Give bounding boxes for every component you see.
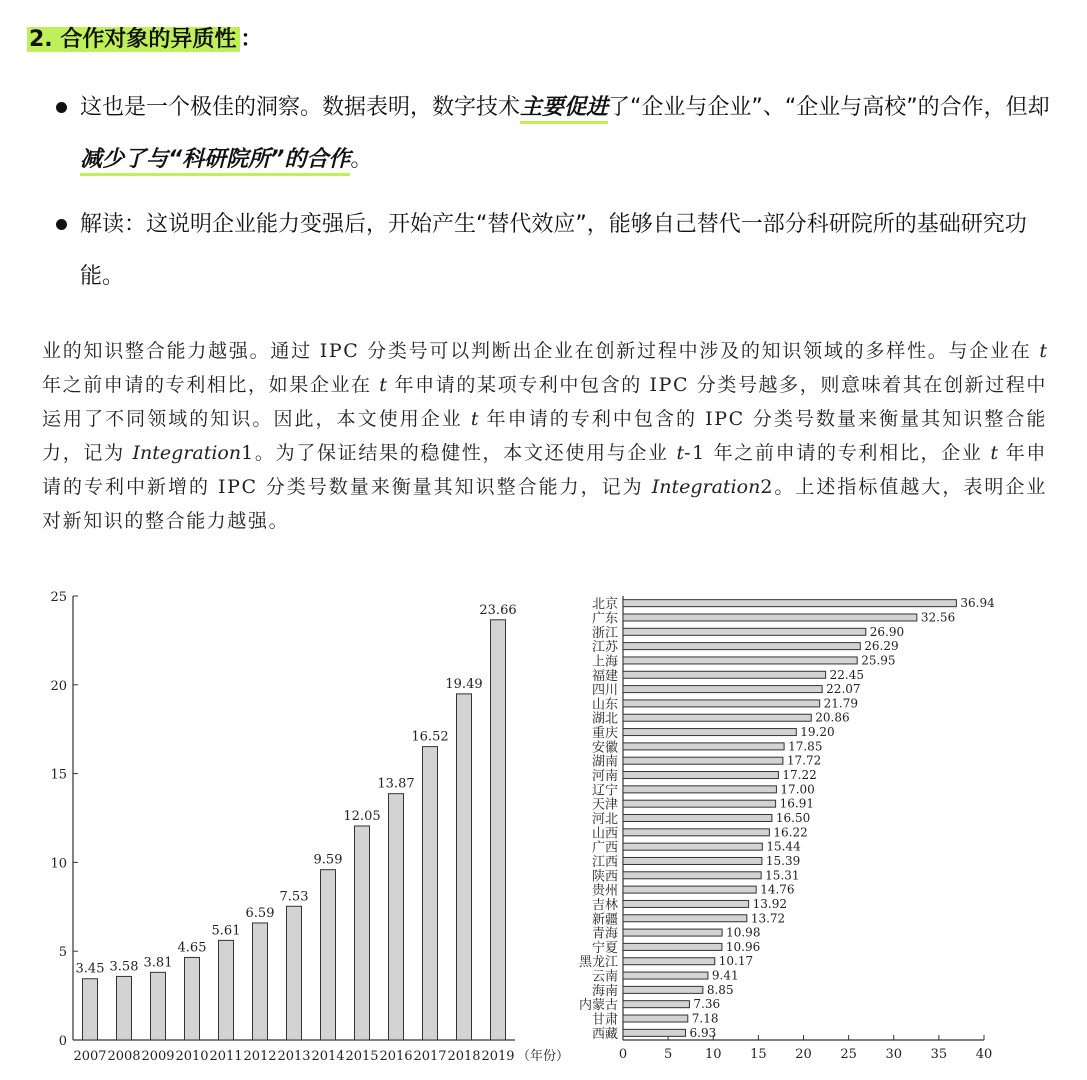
y-category-label: 上海 (591, 654, 618, 670)
bar (623, 915, 747, 922)
emphasis-text: 主要促进 (520, 95, 608, 124)
bullet-dot-icon (56, 102, 67, 113)
bar (623, 972, 708, 979)
bar-value-label: 3.58 (109, 959, 139, 975)
y-category-label: 山东 (591, 697, 618, 713)
x-tick-label: 20 (795, 1047, 812, 1062)
y-category-label: 青海 (591, 926, 618, 942)
x-tick-label: 2019 (481, 1049, 515, 1064)
bar-value-label: 9.59 (313, 852, 343, 868)
y-category-label: 安徽 (591, 740, 618, 756)
bar (623, 700, 820, 707)
y-category-label: 山西 (591, 826, 618, 842)
bar-value-label: 4.65 (177, 940, 207, 956)
bar (185, 957, 200, 1040)
y-category-label: 黑龙江 (578, 955, 618, 971)
section-heading-colon: ： (240, 27, 263, 52)
bar (623, 614, 917, 621)
para-var: t (676, 442, 685, 464)
y-category-label: 贵州 (591, 883, 618, 899)
bar-value-label: 16.50 (775, 811, 811, 825)
x-tick-label: 2018 (447, 1049, 481, 1064)
bar (623, 943, 722, 950)
y-category-label: 吉林 (591, 897, 618, 913)
bar-value-label: 17.22 (782, 768, 817, 783)
y-tick-label: 20 (50, 678, 67, 694)
y-category-label: 云南 (591, 969, 618, 985)
bar (623, 600, 956, 607)
x-tick-label: 2014 (311, 1049, 345, 1064)
bar (623, 800, 776, 807)
bar (623, 671, 826, 678)
x-tick-label: 40 (975, 1047, 993, 1062)
y-category-label: 北京 (591, 597, 618, 613)
x-tick-label: 2013 (277, 1049, 311, 1064)
para-var: t (470, 408, 479, 430)
para-var: t (379, 374, 387, 396)
x-tick-label: 2015 (345, 1049, 379, 1064)
y-category-label: 江苏 (591, 640, 618, 656)
x-tick-label: 2009 (141, 1049, 175, 1064)
bar (623, 843, 762, 850)
bar (623, 643, 860, 650)
x-tick-label: 2008 (107, 1049, 141, 1064)
bar (623, 772, 778, 779)
bar-value-label: 3.81 (143, 955, 173, 971)
bar-value-label: 15.31 (765, 868, 800, 883)
bar (623, 857, 762, 864)
bar-value-label: 3.45 (75, 961, 105, 977)
para-var: t (1039, 340, 1047, 362)
y-category-label: 湖南 (591, 754, 618, 770)
bar (623, 929, 722, 936)
bar-value-label: 22.45 (829, 667, 864, 682)
bar (623, 1029, 686, 1036)
bar-value-label: 6.59 (245, 905, 275, 921)
bar (287, 906, 302, 1040)
bar (623, 958, 715, 965)
bar-value-label: 23.66 (479, 602, 517, 618)
bar (623, 786, 776, 793)
bar-value-label: 19.20 (800, 725, 835, 740)
y-category-label: 甘肃 (591, 1012, 618, 1028)
y-category-label: 福建 (591, 668, 618, 684)
bar (423, 747, 438, 1040)
y-tick-label: 0 (58, 1034, 67, 1049)
bar (623, 628, 866, 635)
bar-value-label: 16.22 (773, 825, 808, 840)
bar-value-label: 13.87 (377, 776, 415, 792)
bar (623, 757, 783, 764)
bar-value-label: 5.61 (211, 923, 241, 939)
x-tick-label: 25 (840, 1047, 857, 1062)
x-tick-label: 2011 (209, 1049, 243, 1064)
bar (321, 870, 336, 1040)
para-text: 1。为了保证结果的稳健性，本文还使用与企业 (241, 442, 677, 464)
bar (253, 923, 268, 1040)
bar (623, 743, 784, 750)
bar-value-label: 21.79 (823, 696, 859, 711)
x-tick-label: 2017 (413, 1049, 447, 1064)
bar-value-label: 9.41 (711, 968, 739, 983)
bar-value-label: 26.90 (869, 624, 905, 639)
bullet-text-part: 。 (350, 147, 373, 172)
bar (623, 829, 769, 836)
y-category-label: 新疆 (591, 912, 618, 928)
bar-value-label: 16.91 (779, 796, 814, 811)
y-category-label: 西藏 (591, 1026, 618, 1042)
bar-value-label: 13.92 (752, 896, 787, 911)
bar-value-label: 19.49 (445, 676, 483, 692)
bar (623, 657, 857, 664)
bar (389, 794, 404, 1040)
y-category-label: 四川 (591, 683, 618, 699)
bar-value-label: 13.72 (750, 911, 786, 926)
bar (623, 714, 811, 721)
emphasis-text: 减少了与“科研院所”的合作 (80, 147, 350, 176)
bullet-text-part: 这也是一个极佳的洞察。数据表明，数字技术 (80, 95, 521, 120)
y-category-label: 湖北 (591, 711, 618, 727)
bullet-text-2: 解读：这说明企业能力变强后，开始产生“替代效应”，能够自己替代一部分科研院所的基础研究功能。 (80, 212, 1027, 289)
y-category-label: 内蒙古 (578, 998, 618, 1014)
para-text: 年之前申请的专利相比，如果企业在 (42, 374, 380, 396)
bar-value-label: 10.98 (726, 925, 761, 940)
bar-value-label: 10.17 (718, 954, 754, 969)
x-tick-label: 30 (885, 1047, 903, 1062)
bar-value-label: 17.85 (788, 739, 823, 754)
bar-value-label: 7.18 (691, 1011, 719, 1026)
bar (355, 826, 370, 1040)
bar-value-label: 6.93 (689, 1025, 717, 1040)
province-bar-chart (560, 580, 1087, 1080)
bar (491, 620, 506, 1040)
x-tick-label: 2012 (243, 1049, 277, 1064)
y-category-label: 广东 (591, 611, 618, 627)
x-tick-label: 0 (618, 1047, 628, 1062)
y-category-label: 海南 (591, 983, 618, 999)
bar (623, 729, 796, 736)
bullet-dot-icon (56, 219, 67, 230)
section-heading-label: 2. 合作对象的异质性 (27, 27, 240, 52)
x-tick-label: 2016 (379, 1049, 413, 1064)
bar-value-label: 12.05 (343, 808, 381, 824)
y-tick-label: 5 (58, 945, 67, 961)
bar (83, 979, 98, 1040)
y-category-label: 浙江 (591, 625, 618, 641)
bar (623, 886, 756, 893)
bar-value-label: 7.53 (279, 889, 309, 905)
bar-value-label: 17.00 (780, 782, 815, 797)
bar-value-label: 8.85 (706, 982, 734, 997)
y-category-label: 河北 (591, 812, 618, 827)
y-tick-label: 25 (50, 590, 67, 605)
y-category-label: 重庆 (591, 726, 618, 742)
para-text: 2。上述指标值越大，表明企业对新知识的整合能力越强。 (42, 476, 1047, 532)
bar (219, 940, 234, 1040)
bar-value-label: 32.56 (920, 610, 956, 625)
section-heading (27, 22, 262, 58)
x-tick-label: 5 (663, 1047, 673, 1062)
bullet-text-1 (80, 82, 1051, 186)
para-text: 年申请的专利中新增的 IPC 分类号数量来衡量其知识整合能力，记为 (42, 442, 1047, 498)
bar-value-label: 22.07 (826, 682, 861, 697)
y-tick-label: 15 (50, 767, 67, 783)
para-var: Integration (132, 442, 242, 464)
paper-paragraph (42, 334, 1047, 538)
bar (623, 986, 703, 993)
bar (623, 815, 772, 822)
bar (623, 1001, 689, 1008)
bar-value-label: 26.29 (864, 639, 899, 654)
x-tick-label: 15 (750, 1047, 767, 1062)
bar-value-label: 16.52 (411, 729, 449, 745)
y-category-label: 辽宁 (591, 783, 618, 799)
bar-value-label: 7.36 (693, 997, 721, 1012)
y-category-label: 宁夏 (591, 940, 618, 956)
bar-value-label: 25.95 (861, 653, 896, 668)
bar-value-label: 15.39 (765, 853, 801, 868)
x-tick-label: 2007 (73, 1049, 107, 1064)
bar (623, 1015, 688, 1022)
y-category-label: 广西 (591, 840, 618, 856)
bar (623, 900, 749, 907)
x-tick-label: 35 (930, 1047, 948, 1062)
para-text: 年申请的某项专利中包含的 IPC 分类号越多，则意味着其在创新过程中运用了不同领域的知识。因此，本文使用企业 (42, 374, 1047, 430)
bullet-text-part: 了“企业与企业”、“企业与高校”的合作，但却 (608, 95, 1050, 120)
bullet-item-1 (56, 82, 1051, 186)
bar-value-label: 20.86 (815, 710, 850, 725)
y-category-label: 河南 (591, 769, 618, 785)
bar-value-label: 36.94 (960, 596, 995, 611)
bullet-item-2 (56, 199, 1051, 303)
para-var: Integration (651, 476, 761, 498)
bar (623, 872, 761, 879)
bar (117, 976, 132, 1040)
bar (457, 694, 472, 1040)
para-text: -1 年之前申请的专利相比，企业 (684, 442, 991, 464)
y-tick-label: 10 (50, 856, 67, 872)
bar (623, 686, 822, 693)
x-tick-label: 10 (704, 1047, 722, 1062)
para-var: t (990, 442, 998, 464)
y-category-label: 陕西 (591, 869, 618, 885)
para-text: 年申请的专利中包含的 IPC 分类号数量来衡量其知识整合能力，记为 (42, 408, 1047, 464)
para-text: 业的知识整合能力越强。通过 IPC 分类号可以判断出企业在创新过程中涉及的知识领域的多样性。与企业在 (42, 340, 1040, 362)
x-tick-label: 2010 (175, 1049, 209, 1064)
bar-value-label: 10.96 (725, 939, 761, 954)
x-axis-label: （年份） (517, 1049, 570, 1064)
year-bar-chart (0, 580, 580, 1080)
bar-value-label: 15.44 (766, 839, 801, 854)
bar-value-label: 17.72 (786, 753, 822, 768)
bar (151, 972, 166, 1040)
y-category-label: 天津 (591, 797, 618, 813)
bar-value-label: 14.76 (760, 882, 795, 897)
y-category-label: 江西 (591, 854, 618, 870)
